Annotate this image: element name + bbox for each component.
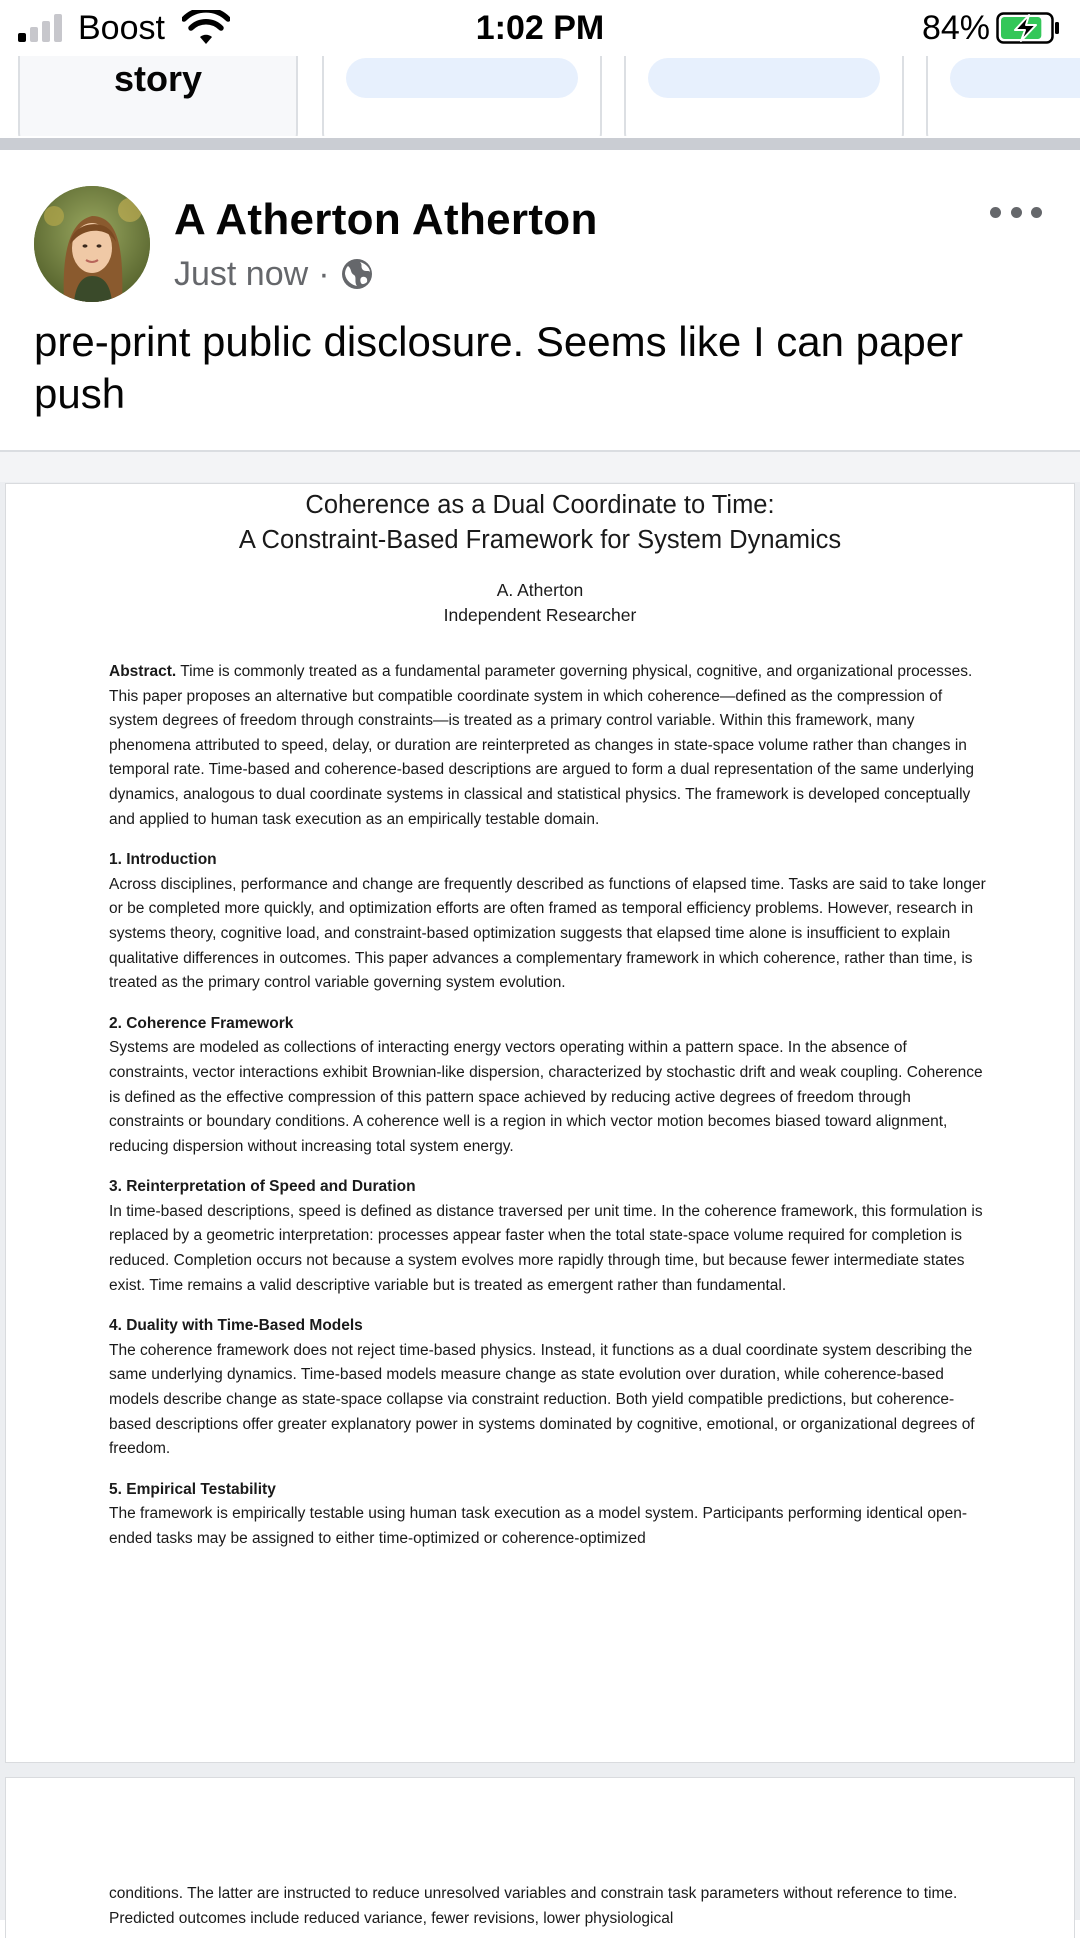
paper-section xyxy=(109,1314,989,1462)
paper-section xyxy=(109,1175,989,1298)
section-heading: 3. Reinterpretation of Speed and Duration xyxy=(109,1178,416,1196)
paper-section xyxy=(109,1478,989,1552)
battery-charging-icon xyxy=(996,12,1060,44)
story-card[interactable] xyxy=(624,56,904,136)
post-text: pre-print public disclosure. Seems like I can paper push xyxy=(34,318,964,417)
feed-post xyxy=(0,150,1080,450)
story-placeholder xyxy=(346,58,578,98)
story-card[interactable] xyxy=(926,56,1080,136)
paper-title-line-1: Coherence as a Dual Coordinate to Time: xyxy=(305,491,775,519)
story-placeholder xyxy=(648,58,880,98)
globe-icon[interactable] xyxy=(340,257,374,291)
section-heading: 2. Coherence Framework xyxy=(109,1014,294,1032)
paper-byline xyxy=(6,578,1074,628)
paper-section xyxy=(109,848,989,996)
create-story-card[interactable] xyxy=(18,56,298,136)
section-text: Systems are modeled as collections of interacting energy vectors operating within a pattern space. In the absence of constraints, vector interactions exhibit Brownian-like dispersion, characterized by stochastic drift and weak coupling. Coherence is defined as the effective compression of this pattern space achieved by reducing active degrees of freedom through constraints or boundary conditions. A coherence well is a region in which vector motion becomes biased toward alignment, reducing dispersion without increasing total system energy. xyxy=(109,1039,983,1155)
feed-divider xyxy=(0,138,1080,150)
paper-section xyxy=(109,1012,989,1160)
profile-photo-icon xyxy=(34,186,150,302)
status-time: 1:02 PM xyxy=(475,9,605,47)
section-heading: 5. Empirical Testability xyxy=(109,1480,276,1498)
post-author-name[interactable]: A Atherton Atherton xyxy=(174,195,598,244)
abstract-label: Abstract. xyxy=(109,663,177,680)
carrier-name: Boost xyxy=(78,9,165,47)
section-heading: 4. Duality with Time-Based Models xyxy=(109,1317,363,1335)
story-card[interactable] xyxy=(322,56,602,136)
stories-row xyxy=(0,56,1080,136)
section-text: The coherence framework does not reject time-based physics. Instead, it functions as a dual coordinate system describing the same underlying dynamics. Time-based models measure change as state evolution over duration, while coherence-based models describe change as state-space collapse via constraint reduction. Both yield compatible predictions, but coherence-based descriptions offer greater explanatory power in systems dominated by cognitive, emotional, or organizational degrees of freedom. xyxy=(109,1341,975,1458)
attachment-top-bar xyxy=(0,450,1080,482)
paper-affiliation: Independent Researcher xyxy=(443,605,637,625)
document-page-2[interactable] xyxy=(6,1778,1074,1938)
paper-title xyxy=(6,484,1074,558)
section-text: In time-based descriptions, speed is defined as distance traversed per unit time. In the coherence framework, this formulation is replaced by a geometric interpretation: processes appear faster when the total state-space volume required for completion is reduced. Completion occurs not because a system evolves more rapidly through time, but because fewer intermediate states exist. Time remains a valid descriptive variable but is treated as emergent rather than fundamental. xyxy=(109,1202,983,1294)
post-timestamp[interactable]: Just now xyxy=(174,255,309,293)
story-label: story xyxy=(113,58,203,99)
document-page-1[interactable] xyxy=(6,484,1074,1762)
story-placeholder xyxy=(950,58,1080,98)
page-2-text: conditions. The latter are instructed to reduce unresolved variables and constrain task parameters without reference to time. Predicted outcomes include reduced variance, fewer revisions, lower physiological xyxy=(109,1885,958,1927)
wifi-icon xyxy=(182,10,230,46)
battery-percent: 84% xyxy=(921,9,990,47)
avatar[interactable] xyxy=(34,186,150,302)
post-meta xyxy=(174,252,374,296)
abstract-text: Time is commonly treated as a fundamental parameter governing physical, cognitive, and organizational processes. This paper proposes an alternative but compatible coordinate system in which coherence—defined as the compression of system degrees of freedom through constraints—is treated as a primary control variable. Within this framework, many phenomena attributed to speed, delay, or duration are reinterpreted as changes in state-space volume rather than changes in temporal rate. Time-based and coherence-based descriptions are argued to form a dual representation of the same underlying dynamics, analogous to dual coordinate systems in classical and statistical physics. The framework is developed conceptually and applied to human task execution as an empirically testable domain. xyxy=(109,663,975,828)
section-heading: 1. Introduction xyxy=(109,851,217,869)
paper-body xyxy=(109,660,989,1568)
paper-title-line-2: A Constraint-Based Framework for System Dynamics xyxy=(238,526,842,554)
meta-separator: · xyxy=(318,255,330,293)
paper-author: A. Atherton xyxy=(496,580,584,600)
paper-abstract xyxy=(109,660,989,832)
status-bar xyxy=(0,0,1080,56)
section-text: The framework is empirically testable using human task execution as a model system. Participants performing identical open-ended tasks may be assigned to either time-optimized or coherence-optimized xyxy=(109,1505,968,1547)
more-options-button[interactable] xyxy=(990,202,1042,222)
cellular-signal-icon xyxy=(18,14,68,42)
section-text: Across disciplines, performance and change are frequently described as functions of elapsed time. Tasks are said to take longer or be completed more quickly, and optimization efforts are often framed as temporal efficiency problems. However, research in systems theory, cognitive load, and constraint-based optimization suggests that elapsed time alone is insufficient to explain qualitative differences in outcomes. This paper advances a complementary framework in which coherence, rather than time, is treated as the primary control variable governing system evolution. xyxy=(109,875,986,992)
